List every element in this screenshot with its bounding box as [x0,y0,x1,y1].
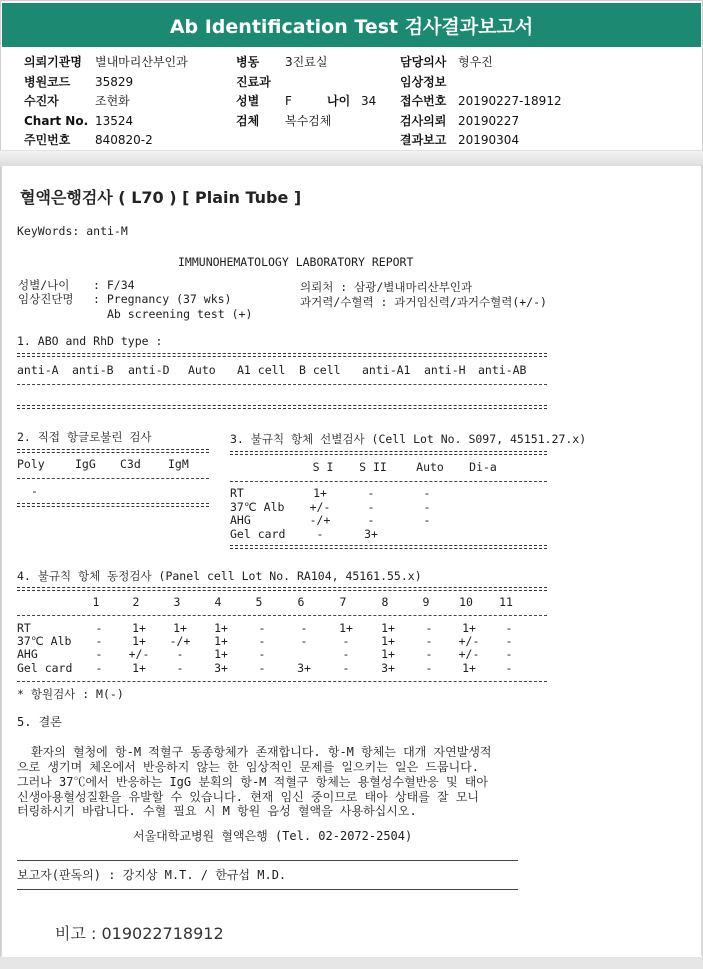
panel-result-cell: 1+ [214,621,228,635]
diagnosis-value: : Pregnancy (37 wks) [93,292,232,306]
screening-row-label: 37℃ Alb [230,500,285,514]
panel-column-header: 6 [297,595,305,609]
bottom-divider-band [0,957,703,969]
panel-result-cell: +/- [458,634,480,648]
panel-column-header: 4 [214,595,222,609]
sex-age-label: 성별/나이 [18,278,70,292]
panel-result-cell: 1+ [339,621,353,635]
screening-column-header: S II [359,460,387,474]
dat-column-header: IgG [75,457,96,471]
panel-result-cell: - [505,621,513,635]
diagnosis-label: 임상진단명 [18,292,74,306]
transfusion-history: 과거력/수혈력 : 과거임신력/과거수혈력(+/-) [300,295,547,309]
panel-result-cell: - [425,634,433,648]
panel-result-cell: 1+ [462,621,476,635]
dashed-rule [17,478,209,479]
specimen-label: 검체 [236,114,260,128]
doctor-value: 형우진 [458,55,493,69]
panel-result-cell: - [95,647,103,661]
panel-result-cell: 1+ [462,661,476,675]
panel-result-cell: - [176,647,184,661]
department-label: 진료과 [236,75,271,89]
conclusion-line: 신생아용혈성질환을 유발할 수 있습니다. 현재 임신 중이므로 태아 상태를 잘 모니 [17,790,480,804]
abo-column-header: B cell [299,363,341,377]
panel-result-cell: 3+ [214,661,228,675]
screening-row-label: RT [230,486,244,500]
dashed-rule [17,615,547,616]
panel-column-header: 7 [339,595,347,609]
section3-title: 3. 불규칙 항체 선별검사 (Cell Lot No. S097, 45151.27.x) [230,432,587,446]
double-rule [17,503,209,507]
screening-result-cell: - [367,513,375,527]
solid-rule [17,889,518,890]
panel-result-cell: 1+ [173,621,187,635]
chart-no-label: Chart No. [24,114,89,128]
panel-result-cell: +/- [128,647,150,661]
abo-column-header: anti-AB [478,363,527,377]
panel-result-cell: 3+ [381,661,395,675]
panel-result-cell: - [505,661,513,675]
abo-column-header: anti-H [424,363,466,377]
panel-column-header: 3 [173,595,181,609]
screening-result-cell: +/- [309,500,331,514]
panel-column-header: 11 [499,595,513,609]
panel-column-header: 1 [92,595,100,609]
section2-title: 2. 직접 항글로불린 검사 [17,430,152,444]
report-header-title: Ab Identification Test 검사결과보고서 [169,15,534,38]
conclusion-line: 그러나 37℃에서 반응하는 IgG 분획의 항-M 적혈구 항체는 용혈성수혈반응 및 태아 [17,775,488,789]
receipt-no-label: 접수번호 [400,94,447,108]
section5-title: 5. 결론 [17,715,62,729]
dashed-rule [17,384,547,385]
screening-result-cell: - [367,500,375,514]
org-label: 의뢰기관명 [24,55,82,69]
panel-result-cell: - [95,661,103,675]
abo-column-header: anti-A [17,363,59,377]
conclusion-line: 으로 생기며 체온에서 반응하지 않는 한 임상적인 문제를 일으키는 일은 드뭅니다. [17,760,480,774]
section1-title: 1. ABO and RhD type : [17,334,163,348]
panel-result-cell: - [505,647,513,661]
panel-result-cell: - [95,621,103,635]
panel-result-cell: - [258,661,266,675]
screening-result-cell: -/+ [309,513,331,527]
screening-result-cell: 1+ [313,486,327,500]
panel-result-cell: - [342,634,350,648]
abo-column-header: anti-A1 [362,363,411,377]
panel-column-header: 10 [459,595,473,609]
sex-value: F [285,94,292,108]
panel-result-cell: 1+ [381,634,395,648]
screening-column-header: S I [312,460,334,474]
panel-row-label: Gel card [17,661,73,675]
panel-result-cell: - [342,661,350,675]
panel-result-cell: - [425,647,433,661]
abo-column-header: Auto [188,363,216,377]
age-label: 나이 [327,94,351,108]
specimen-value: 복수검체 [285,114,332,128]
abo-column-header: anti-B [72,363,114,377]
screening-result-cell: 3+ [364,527,378,541]
clinical-info-label: 임상정보 [400,75,447,89]
dat-column-header: IgM [168,457,189,471]
request-date-label: 검사의뢰 [400,114,447,128]
screening-result-cell: - [367,486,375,500]
double-rule [17,587,547,591]
panel-result-cell: 3+ [297,661,311,675]
panel-result-cell: 1+ [381,647,395,661]
conclusion-line: 환자의 혈청에 항-M 적혈구 동종항체가 존재합니다. 항-M 항체는 대개 자연발생적 [31,745,492,759]
dashed-rule [17,681,547,682]
antigen-test: * 항원검사 : M(-) [17,687,124,701]
chart-no-value: 13524 [95,114,134,128]
remark: 비고 : 019022718912 [55,924,224,943]
org-value: 별내마리산부인과 [95,55,188,69]
patient-value: 조현화 [95,94,130,108]
dashed-rule [230,481,547,482]
keywords: KeyWords: anti-M [17,224,128,238]
panel-result-cell: 1+ [132,661,146,675]
panel-result-cell: 1+ [132,634,146,648]
abo-column-header: A1 cell [237,363,286,377]
panel-row-label: RT [17,621,31,635]
section4-title: 4. 불규칙 항체 동정검사 (Panel cell Lot No. RA104, 45161.55.x) [17,569,422,583]
screening-result-cell: - [423,486,431,500]
panel-result-cell: 1+ [214,647,228,661]
panel-result-cell: - [258,634,266,648]
panel-result-cell: - [425,621,433,635]
double-rule [17,353,547,357]
hospital-code-value: 35829 [95,75,134,89]
conclusion-line: 터링하시기 바랍니다. 수혈 필요 시 M 항원 음성 혈액을 사용하십시오. [17,804,417,818]
panel-result-cell: - [300,621,308,635]
panel-result-cell: - [258,621,266,635]
screening-column-header: Auto [416,460,444,474]
panel-result-cell: - [95,634,103,648]
panel-result-cell: +/- [458,647,480,661]
resident-no-value: 840820-2 [95,133,153,147]
ward-label: 병동 [236,55,260,69]
dat-result-cell: - [31,484,38,498]
dat-column-header: C3d [120,457,141,471]
dat-column-header: Poly [17,457,45,471]
panel-result-cell: - [258,647,266,661]
panel-result-cell: - [342,647,350,661]
request-date-value: 20190227 [458,114,520,128]
panel-result-cell: - [505,634,513,648]
diagnosis-note: Ab screening test (+) [107,307,253,321]
panel-result-cell: - [176,661,184,675]
doctor-label: 담당의사 [400,55,447,69]
screening-result-cell: - [316,527,324,541]
ward-value: 3진료실 [285,55,328,69]
panel-result-cell: 1+ [132,621,146,635]
report-date-value: 20190304 [458,133,520,147]
screening-row-label: Gel card [230,527,286,541]
referral: 의뢰처 : 삼광/별내마리산부인과 [300,280,473,294]
lab-report-heading: IMMUNOHEMATOLOGY LABORATORY REPORT [178,255,414,269]
panel-result-cell: 1+ [381,621,395,635]
lab-contact: 서울대학교병원 혈액은행 (Tel. 02-2072-2504) [133,829,413,843]
panel-column-header: 5 [255,595,263,609]
screening-result-cell: - [423,513,431,527]
panel-result-cell: - [425,661,433,675]
hospital-code-label: 병원코드 [24,75,71,89]
panel-column-header: 8 [381,595,389,609]
sex-age-value: : F/34 [93,278,135,292]
panel-result-cell: -/+ [169,634,191,648]
panel-result-cell: - [300,634,308,648]
report-header-bar [2,3,701,47]
panel-column-header: 2 [132,595,140,609]
patient-label: 수진자 [24,94,59,108]
double-rule [17,405,547,409]
receipt-no-value: 20190227-18912 [458,94,562,108]
age-value: 34 [361,94,377,108]
panel-row-label: AHG [17,647,38,661]
section-divider-band [0,150,703,167]
double-rule [230,451,547,455]
panel-result-cell: 1+ [214,634,228,648]
report-date-label: 결과보고 [400,133,447,147]
screening-result-cell: - [423,500,431,514]
screening-column-header: Di-a [469,460,497,474]
double-rule [17,449,209,453]
reporter: 보고자(판독의) : 강지상 M.T. / 한규섭 M.D. [17,868,287,882]
solid-rule [17,860,518,861]
panel-column-header: 9 [422,595,430,609]
sex-label: 성별 [236,94,260,108]
report-title: 혈액은행검사 ( L70 ) [ Plain Tube ] [20,188,302,207]
screening-row-label: AHG [230,513,251,527]
abo-column-header: anti-D [128,363,170,377]
double-rule [230,545,547,549]
panel-row-label: 37℃ Alb [17,634,72,648]
resident-no-label: 주민번호 [24,133,71,147]
